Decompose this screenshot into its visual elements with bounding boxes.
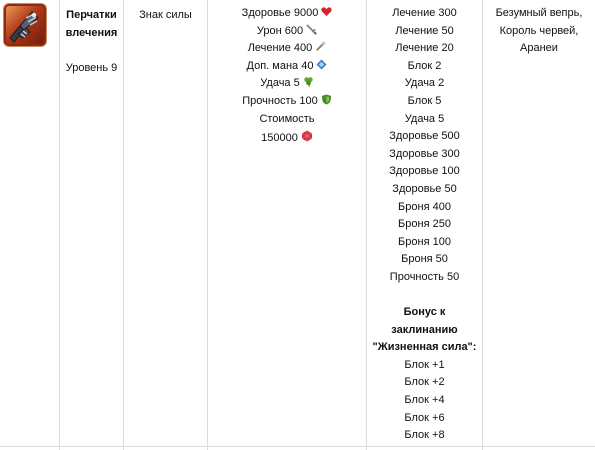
stat-line: [208, 40, 366, 58]
stat-line: [208, 5, 366, 23]
item-name: Перчатки: [66, 9, 117, 21]
bonus-item: Удача 2: [404, 77, 445, 90]
source-monster: Безумный вепрь,: [495, 7, 583, 19]
spell-bonus-item: Блок +6: [404, 411, 445, 424]
bonus-item: Здоровье 50: [392, 182, 457, 195]
bonus-item: Здоровье 100: [389, 165, 460, 178]
spell-bonus-item: Блок +2: [404, 376, 445, 389]
item-name: влечения: [65, 26, 118, 39]
cost-line: [208, 130, 366, 148]
stat-line: [208, 75, 366, 93]
item-name-cell: [60, 0, 123, 450]
bonus-item: Лечение 50: [395, 24, 454, 37]
bonus-item: Прочность 50: [389, 270, 460, 283]
bonus-item: Удача 5: [404, 112, 445, 125]
stat-text: Доп. мана 40: [246, 59, 314, 72]
wand-icon: [315, 41, 326, 52]
ruby-icon: [301, 130, 313, 142]
stat-line: [208, 58, 366, 76]
bonus-item: Блок 2: [407, 59, 442, 72]
spell-bonus-title: "Жизненная сила":: [372, 341, 477, 354]
spell-bonus-item: Блок +1: [404, 358, 445, 371]
stat-text: Удача 5: [260, 77, 300, 90]
item-sign-cell: [124, 0, 207, 450]
spell-bonus-item: Блок +8: [404, 429, 445, 442]
stat-text: Лечение 400: [247, 42, 313, 55]
bonus-item: Броня 50: [401, 253, 448, 266]
cost-value: 150000: [261, 132, 298, 145]
shield-icon: [321, 94, 332, 105]
stat-text: Здоровье 9000: [241, 7, 319, 19]
spell-bonus-title: заклинанию: [391, 323, 458, 336]
bonus-item: Здоровье 300: [389, 147, 460, 160]
stat-text: Урон 600: [256, 24, 304, 37]
item-bonuses-cell: [367, 0, 482, 450]
item-level: Уровень 9: [65, 61, 118, 74]
stat-line: [208, 93, 366, 111]
bonus-item: Лечение 20: [395, 42, 454, 55]
mana-crystal-icon: [316, 59, 327, 70]
bonus-item: Броня 250: [398, 218, 451, 231]
bonus-item: Лечение 300: [392, 7, 457, 19]
sword-icon: [306, 24, 317, 35]
gauntlets-icon: [4, 4, 46, 46]
bonus-item: Здоровье 500: [389, 130, 460, 143]
heart-icon: [321, 6, 332, 17]
source-monster: Король червей,: [499, 24, 579, 37]
bonus-item: Броня 100: [398, 235, 451, 248]
source-monster: Аранеи: [520, 42, 558, 55]
bonus-item: Броня 400: [398, 200, 451, 213]
bonus-item: Блок 5: [407, 94, 442, 107]
clover-icon: [303, 76, 314, 87]
cost-label: Стоимость: [259, 112, 315, 125]
item-sign: Знак силы: [139, 9, 192, 21]
item-stats-cell: [208, 0, 366, 450]
stat-line: [208, 23, 366, 41]
spell-bonus-item: Блок +4: [404, 394, 445, 407]
item-icon-cell: [0, 0, 59, 450]
item-sources-cell: [483, 0, 595, 450]
spell-bonus-title: Бонус к: [403, 306, 446, 319]
stat-text: Прочность 100: [242, 94, 318, 107]
